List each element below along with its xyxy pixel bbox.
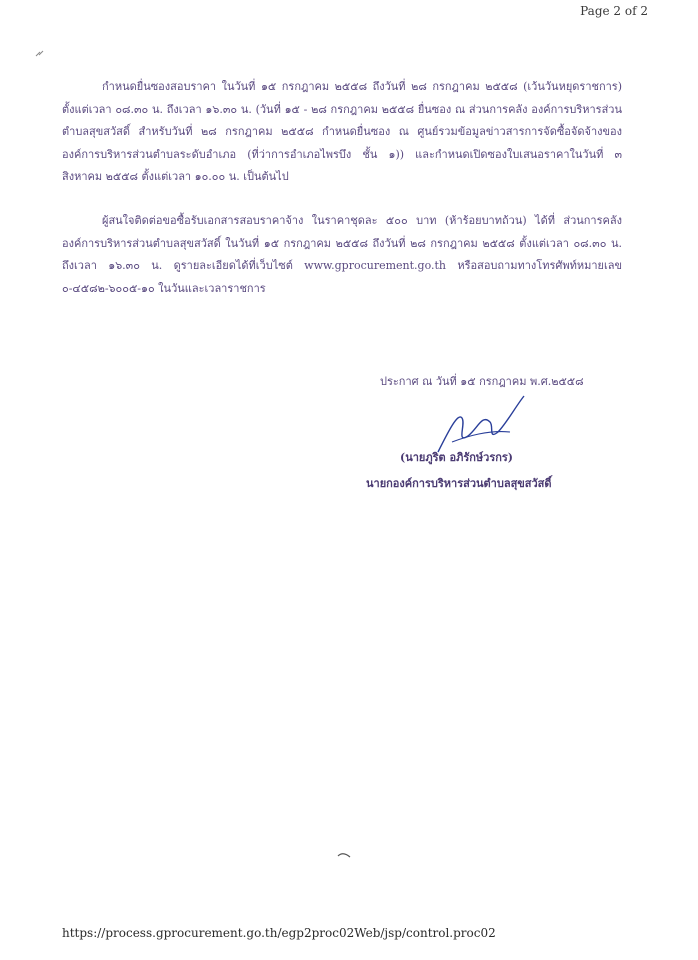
signer-name: (นายภูริต อภิรักษ์วรกร): [400, 451, 514, 464]
paragraph-bid-submission: [62, 76, 622, 189]
source-url: https://process.gprocurement.go.th/egp2proc02Web/jsp/control.proc02: [62, 926, 496, 940]
paragraph-2-text: ผู้สนใจติดต่อขอซื้อรับเอกสารสอบราคาจ้าง ในราคาชุดละ ๕๐๐ บาท (ห้าร้อยบาทถ้วน) ได้ที่ ส่วนการคลัง องค์การบริหารส่วนตำบลสุขสวัสดิ์ ในวันที่ ๑๕ กรกฎาคม ๒๕๕๘ ถึงวันที่ ๒๘ กรกฎาคม ๒๕๕๘ ตั้งแต่เวลา ๐๘.๓๐ น. ถึงเวลา ๑๖.๓๐ น. ดูรายละเอียดได้ที่เว็บไซต์ www.gprocurement.go.th หรือสอบถามทางโทรศัพท์หมายเลข ๐-๔๕๘๒-๖๐๐๕-๑๐ ในวันและเวลาราชการ: [62, 214, 622, 295]
announcement-date: ประกาศ ณ วันที่ ๑๕ กรกฎาคม พ.ศ.๒๕๕๘: [380, 375, 584, 388]
scan-mark: [34, 48, 46, 58]
scan-mark: [336, 850, 352, 860]
paragraph-document-purchase: [62, 210, 622, 300]
signer-title: นายกองค์การบริหารส่วนตำบลสุขสวัสดิ์: [366, 477, 552, 490]
paragraph-1-text: กำหนดยื่นซองสอบราคา ในวันที่ ๑๕ กรกฎาคม ๒๕๕๘ ถึงวันที่ ๒๘ กรกฎาคม ๒๕๕๘ (เว้นวันหยุดราชการ) ตั้งแต่เวลา ๐๘.๓๐ น. ถึงเวลา ๑๖.๓๐ น. (วันที่ ๑๕ - ๒๘ กรกฎาคม ๒๕๕๘ ยื่นซอง ณ ส่วนการคลัง องค์การบริหารส่วนตำบลสุขสวัสดิ์ สำหรับวันที่ ๒๘ กรกฎาคม ๒๕๕๘ กำหนดยื่นซอง ณ ศูนย์รวมข้อมูลข่าวสารการจัดซื้อจัดจ้างขององค์การบริหารส่วนตำบลระดับอำเภอ (ที่ว่าการอำเภอไพรบึง ชั้น ๑)) และกำหนดเปิดซองใบเสนอราคาในวันที่ ๓ สิงหาคม ๒๕๕๘ ตั้งแต่เวลา ๑๐.๐๐ น. เป็นต้นไป: [62, 80, 622, 183]
page-number: Page 2 of 2: [580, 4, 648, 18]
